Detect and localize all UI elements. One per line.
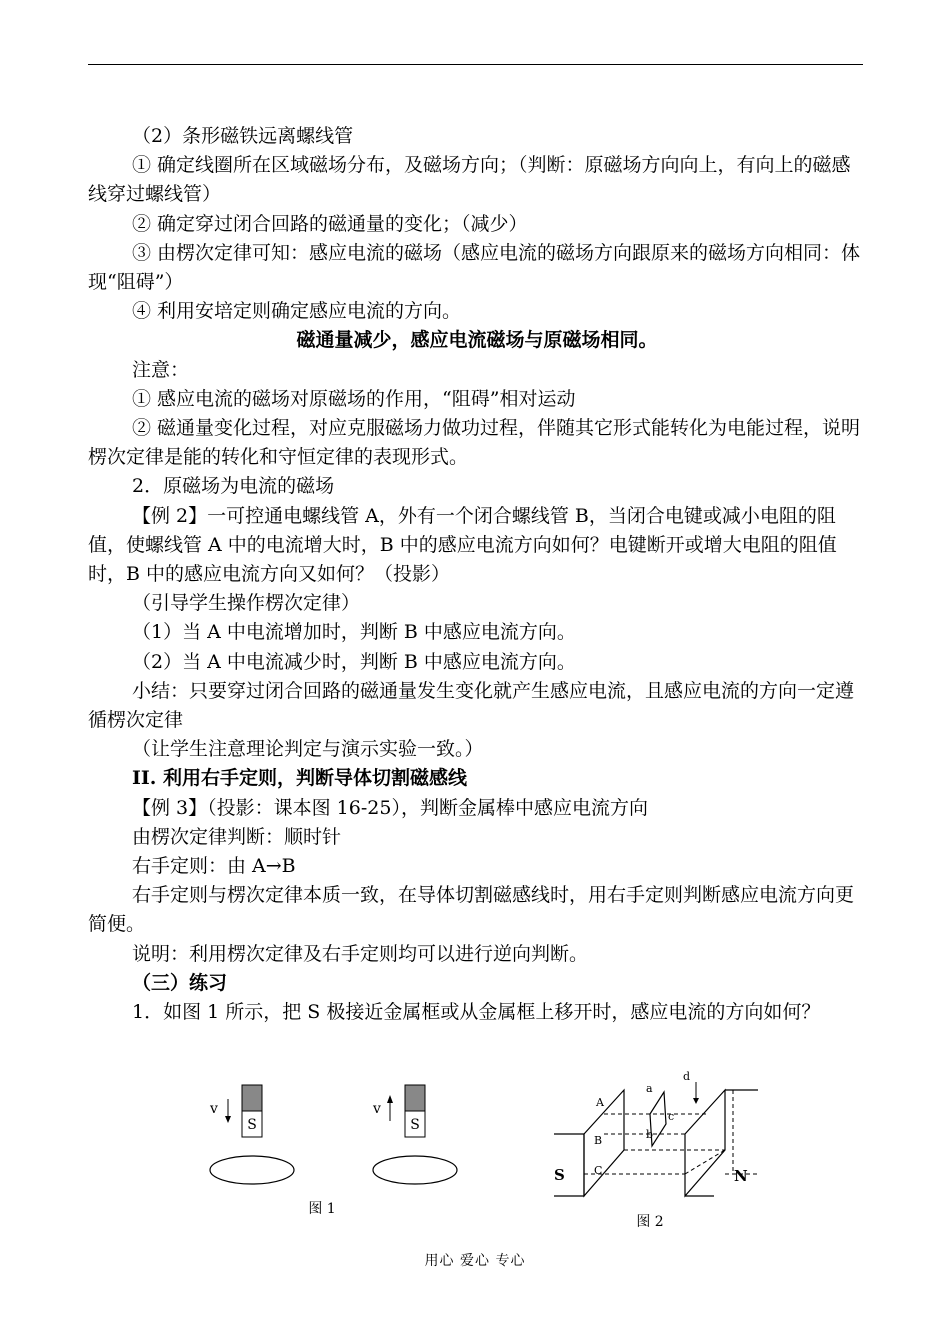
paragraph: 右手定则：由 A→B (132, 855, 296, 878)
paragraph: （1）当 A 中电流增加时，判断 B 中感应电流方向。 (132, 621, 576, 644)
paragraph: 注意： (132, 358, 190, 381)
paragraph: （让学生注意理论判定与演示实验一致。） (132, 738, 484, 761)
right-metal-frame (373, 1156, 457, 1184)
figure-1-caption: 图 1 (308, 1201, 336, 1217)
paragraph: （2）条形磁铁远离螺线管 (132, 125, 354, 147)
label-B: B (594, 1134, 603, 1147)
figure-2 (548, 1068, 768, 1233)
left-plate (584, 1090, 624, 1196)
paragraph: 1．如图 1 所示，把 S 极接近金属框或从金属框上移开时，感应电流的方向如何？ (132, 1001, 821, 1024)
paragraph: ② 磁通量变化过程，对应克服磁场力做功过程，伴随其它形式能转化为电能过程，说明楞次定律是能的转化和守恒定律的表现形式。 (88, 417, 861, 469)
label-c: c (668, 1110, 675, 1123)
right-velocity-arrow (387, 1095, 393, 1121)
paragraph: ① 感应电流的磁场对原磁场的作用，“阻碍”相对运动 (132, 387, 576, 410)
figure-1-drawing (200, 1075, 480, 1220)
label-N: N (734, 1167, 748, 1185)
left-velocity-arrow (225, 1099, 231, 1123)
paragraph: ③ 由楞次定律可知：感应电流的磁场（感应电流的磁场方向跟原来的磁场方向相同：体现“阻碍”） (88, 241, 861, 294)
paragraph: ① 确定线圈所在区域磁场分布，及磁场方向；（判断：原磁场方向向上，有向上的磁感线穿过螺线管） (88, 154, 851, 206)
paragraph: 【例 3】（投影：课本图 16-25），判断金属棒中感应电流方向 (132, 796, 648, 819)
paragraph: （引导学生操作楞次定律） (132, 592, 361, 615)
paragraph: 【例 2】一可控通电螺线管 A，外有一个闭合螺线管 B，当闭合电键或减小电阻的阻值，使螺线管 A 中的电流增大时，B 中的感应电流方向如何？电键断开或增大电阻的阻值时，B 中的感应电流方向又如何？（投影） (88, 504, 837, 586)
page-footer: 用心 爱心 专心 (424, 1253, 526, 1269)
s-pole-shape (554, 1134, 584, 1196)
arrow-d (693, 1082, 699, 1104)
left-magnet-pole-label: S (247, 1117, 257, 1133)
paragraph: 右手定则与楞次定律本质一致，在导体切割磁感线时，用右手定则判断感应电流方向更简便。 (88, 884, 855, 936)
right-magnet-pole-label: S (410, 1117, 420, 1133)
paragraph: （2）当 A 中电流减少时，判断 B 中感应电流方向。 (132, 650, 576, 673)
label-A: A (596, 1096, 604, 1109)
paragraph: II. 利用右手定则，判断导体切割磁感线 (132, 767, 468, 790)
paragraph: （三）练习 (132, 971, 228, 994)
label-a: a (646, 1082, 653, 1095)
paragraph: 由楞次定律判断：顺时针 (132, 825, 342, 848)
right-velocity-label: v (373, 1101, 381, 1117)
paragraph: ② 确定穿过闭合回路的磁通量的变化；（减少） (132, 212, 528, 235)
label-b: b (646, 1128, 654, 1141)
left-velocity-label: v (210, 1101, 218, 1117)
header-rule (88, 64, 863, 65)
figure-2-drawing (548, 1068, 768, 1233)
paragraph: 说明：利用楞次定律及右手定则均可以进行逆向判断。 (132, 942, 589, 965)
paragraph: 2．原磁场为电流的磁场 (132, 475, 335, 498)
field-lines (584, 1090, 758, 1174)
label-C: C (594, 1164, 603, 1177)
label-d: d (683, 1070, 691, 1083)
paragraph: 磁通量减少，感应电流磁场与原磁场相同。 (296, 329, 658, 352)
label-S: S (554, 1166, 565, 1184)
right-magnet (405, 1085, 425, 1137)
figure-1 (200, 1075, 480, 1220)
left-magnet (242, 1085, 262, 1137)
document-body (88, 122, 866, 1027)
left-metal-frame (210, 1156, 294, 1184)
right-plate (685, 1090, 725, 1196)
paragraph: 小结：只要穿过闭合回路的磁通量发生变化就产生感应电流，且感应电流的方向一定遵循楞次定律 (88, 679, 855, 732)
paragraph: ④ 利用安培定则确定感应电流的方向。 (132, 300, 462, 323)
figure-2-caption: 图 2 (636, 1214, 664, 1230)
